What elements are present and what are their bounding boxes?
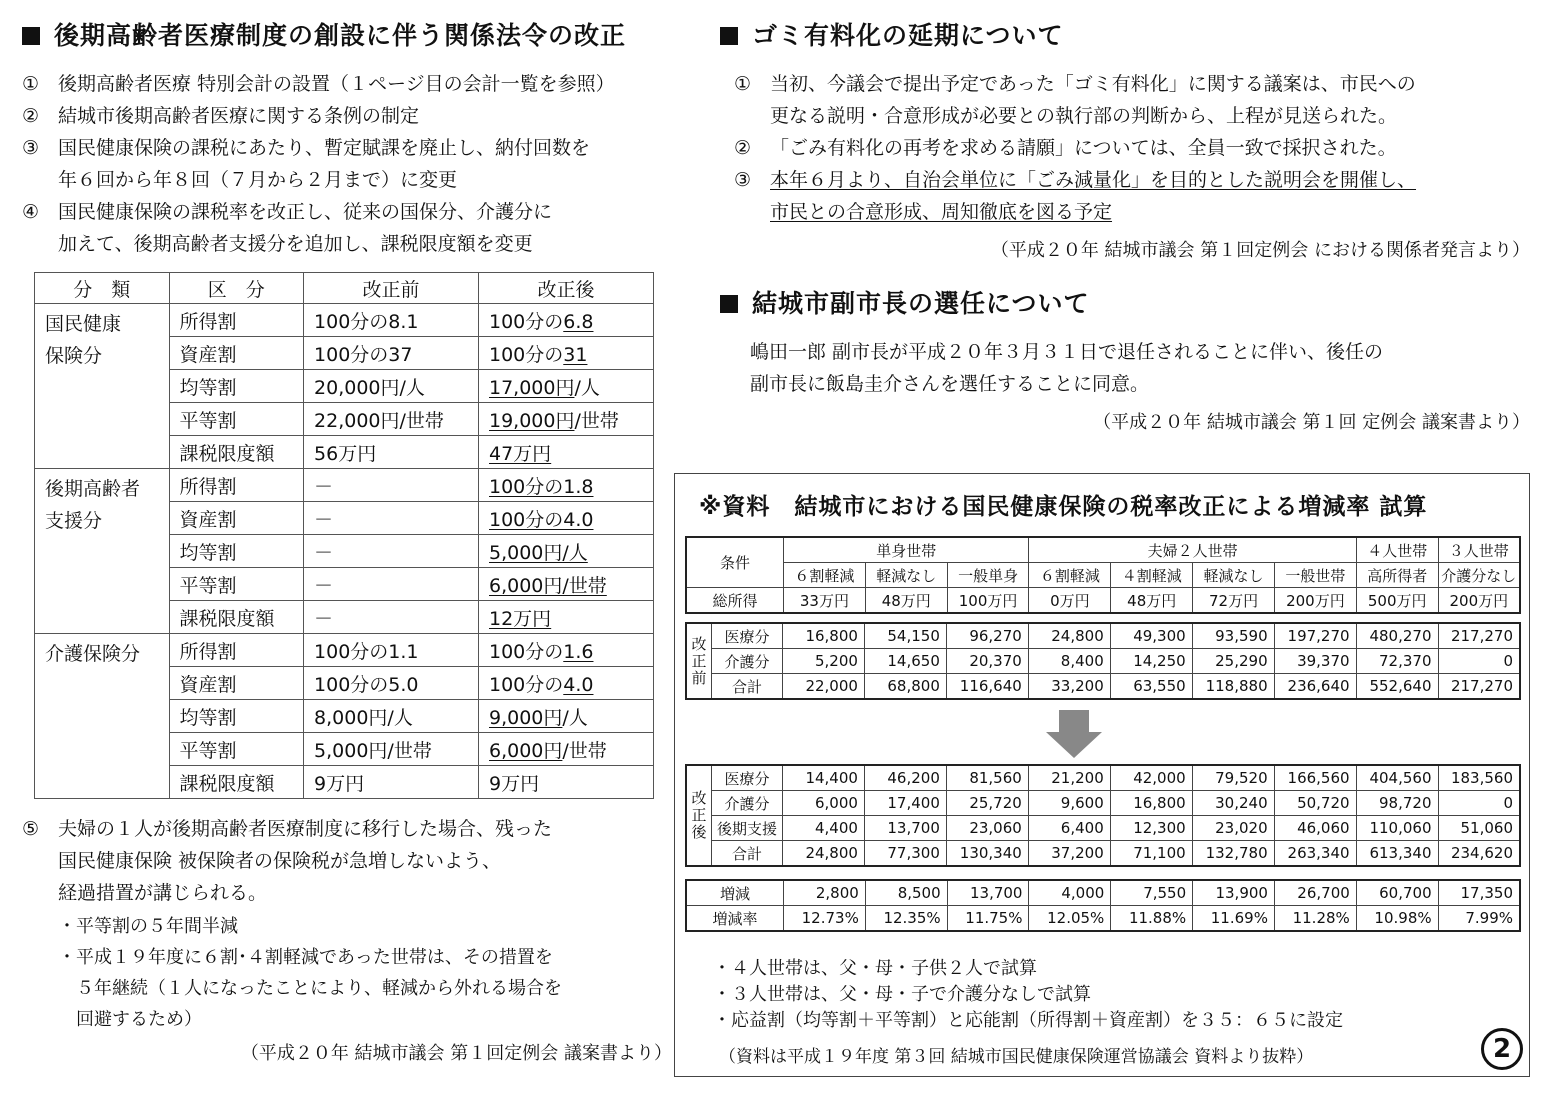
gomi-items: [720, 68, 1540, 228]
row-label: 後期支援: [712, 816, 783, 841]
value-cell: 404,560: [1356, 765, 1438, 791]
category-name: 後期高齢者: [45, 478, 141, 500]
after-changed: 100分の1.8: [489, 475, 594, 498]
before-cell: －: [304, 568, 479, 601]
item-number: ⑤: [22, 818, 40, 840]
after-cell: [479, 403, 654, 436]
value-row: [686, 791, 1520, 816]
value-cell: 118,880: [1192, 674, 1274, 700]
household-type: 一般単身: [947, 563, 1029, 588]
value-cell: 11.75%: [947, 906, 1029, 932]
fuku-line: 嶋田一郎 副市長が平成２０年３月３１日で退任されることに伴い、後任の: [750, 341, 1384, 363]
before-cell: 100分の37: [304, 337, 479, 370]
after-text: /世帯: [574, 409, 619, 432]
value-cell: 30,240: [1192, 791, 1274, 816]
after-text: 9万円: [489, 772, 540, 795]
item-line: 加えて、後期高齢者支援分を追加し、課税限度額を変更: [58, 233, 533, 255]
diff-table: [685, 879, 1521, 932]
item-line: 後期高齢者医療 特別会計の設置（１ページ目の会計一覧を参照）: [58, 73, 615, 95]
value-cell: 13,900: [1193, 880, 1275, 906]
category-name: 保険分: [45, 345, 103, 367]
after-changed: 4.0: [563, 673, 594, 696]
value-row: [686, 880, 1520, 906]
black-square-icon: [22, 27, 40, 45]
after-text: /世帯: [562, 739, 607, 762]
after-text: 100分の: [489, 640, 564, 663]
income-value: 0万円: [1029, 588, 1111, 614]
value-cell: 96,270: [946, 623, 1028, 649]
left-items: [22, 68, 672, 260]
value-row: [686, 765, 1520, 791]
value-cell: 20,370: [946, 649, 1028, 674]
kubun-cell: 資産割: [169, 502, 304, 535]
value-cell: 93,590: [1192, 623, 1274, 649]
before-cell: 56万円: [304, 436, 479, 469]
section-title-gomi: ゴミ有料化の延期について: [720, 16, 1540, 52]
value-cell: 12,300: [1110, 816, 1192, 841]
item-line: 結城市後期高齢者医療に関する条例の制定: [58, 105, 420, 127]
side-char: 正: [691, 806, 707, 824]
table-header: 改正前: [304, 273, 479, 304]
item-line: 年６回から年８回（７月から２月まで）に変更: [58, 169, 458, 191]
household-type: 介護分なし: [1438, 563, 1520, 588]
value-cell: 21,200: [1028, 765, 1110, 791]
value-cell: 130,340: [946, 841, 1028, 867]
simulation-box: [674, 473, 1530, 1077]
before-cell: 5,000円/世帯: [304, 733, 479, 766]
after-cell: [479, 568, 654, 601]
household-type: 高所得者: [1356, 563, 1438, 588]
item-number: ②: [22, 105, 40, 127]
household-group: ３人世帯: [1438, 537, 1520, 563]
income-value: 33万円: [784, 588, 866, 614]
after-cell: [479, 667, 654, 700]
value-cell: 8,400: [1028, 649, 1110, 674]
item-line: 本年６月より、自治会単位に「ごみ減量化」を目的とした説明会を開催し、: [770, 169, 1417, 191]
value-cell: 25,290: [1192, 649, 1274, 674]
kubun-cell: 所得割: [169, 634, 304, 667]
before-cell: －: [304, 502, 479, 535]
value-cell: 13,700: [864, 816, 946, 841]
value-cell: 77,300: [864, 841, 946, 867]
after-cell: [479, 469, 654, 502]
section-title-kouki: 後期高齢者医療制度の創設に伴う関係法令の改正: [22, 16, 672, 52]
side-label: [686, 623, 712, 699]
value-row: [686, 816, 1520, 841]
item-number: ②: [734, 137, 752, 159]
item-number: ③: [22, 137, 40, 159]
value-cell: 4,400: [783, 816, 865, 841]
before-table: [685, 622, 1521, 700]
after-changed: 6.8: [563, 310, 594, 333]
value-cell: 480,270: [1356, 623, 1438, 649]
item-line: 当初、今議会で提出予定であった「ゴミ有料化」に関する議案は、市民への: [770, 73, 1416, 95]
value-cell: 110,060: [1356, 816, 1438, 841]
value-cell: 79,520: [1192, 765, 1274, 791]
after-changed: 19,000円: [489, 409, 575, 432]
left-item-4: [22, 196, 672, 260]
value-row: [686, 841, 1520, 867]
value-cell: 24,800: [783, 841, 865, 867]
item-line: 経過措置が講じられる。: [58, 882, 268, 904]
value-cell: 24,800: [1028, 623, 1110, 649]
income-value: 48万円: [865, 588, 947, 614]
before-cell: －: [304, 601, 479, 634]
value-cell: 68,800: [864, 674, 946, 700]
before-cell: －: [304, 535, 479, 568]
value-cell: 49,300: [1110, 623, 1192, 649]
after-changed: 12万円: [489, 607, 552, 630]
after-text: /人: [574, 376, 600, 399]
box-notes: [713, 956, 1343, 1034]
side-char: 改: [691, 634, 707, 653]
row-label: 医療分: [712, 623, 783, 649]
value-cell: 166,560: [1274, 765, 1356, 791]
table-row: [35, 304, 654, 337]
gomi-item-2: [734, 132, 1540, 164]
group-header-row: [686, 537, 1520, 563]
value-cell: 8,500: [865, 880, 947, 906]
kubun-cell: 所得割: [169, 304, 304, 337]
value-cell: 11.69%: [1193, 906, 1275, 932]
value-cell: 12.35%: [865, 906, 947, 932]
value-cell: 183,560: [1438, 765, 1520, 791]
value-cell: 234,620: [1438, 841, 1520, 867]
gomi-item-1: [734, 68, 1540, 132]
value-cell: 51,060: [1438, 816, 1520, 841]
table-header: 分 類: [35, 273, 170, 304]
measure-line: ・平等割の５年間半減: [58, 916, 238, 937]
table-row: [35, 469, 654, 502]
income-value: 100万円: [947, 588, 1029, 614]
after-changed: 6,000円: [489, 739, 563, 762]
row-label: 合計: [712, 841, 783, 867]
kubun-cell: 課税限度額: [169, 766, 304, 799]
kubun-cell: 所得割: [169, 469, 304, 502]
left-item-3: [22, 132, 672, 196]
value-cell: 81,560: [946, 765, 1028, 791]
value-cell: 37,200: [1028, 841, 1110, 867]
value-cell: 16,800: [1110, 791, 1192, 816]
measure-line: ・平成１９年度に６割･４割軽減であった世帯は、その措置を: [58, 947, 553, 968]
item-number: ③: [734, 169, 752, 191]
value-cell: 46,060: [1274, 816, 1356, 841]
item-number: ④: [22, 201, 40, 223]
value-cell: 72,370: [1356, 649, 1438, 674]
note-line: ・応益割（均等割＋平等割）と応能割（所得割＋資産割）を３５：６５に設定: [713, 1010, 1343, 1031]
before-cell: 20,000円/人: [304, 370, 479, 403]
before-cell: 8,000円/人: [304, 700, 479, 733]
value-cell: 39,370: [1274, 649, 1356, 674]
note-line: ・３人世帯は、父・母・子で介護分なしで試算: [713, 984, 1091, 1005]
measure-line: 回避するため）: [58, 1009, 202, 1030]
item-5: [22, 813, 672, 909]
gomi-item-3: [734, 164, 1540, 228]
value-cell: 23,020: [1192, 816, 1274, 841]
value-row: [686, 649, 1520, 674]
after-changed: 17,000円: [489, 376, 575, 399]
value-cell: 10.98%: [1356, 906, 1438, 932]
value-cell: 42,000: [1110, 765, 1192, 791]
kubun-cell: 資産割: [169, 667, 304, 700]
table-header-row: [35, 273, 654, 304]
value-cell: 2,800: [784, 880, 866, 906]
kubun-cell: 課税限度額: [169, 436, 304, 469]
value-cell: 16,800: [783, 623, 865, 649]
value-cell: 4,000: [1029, 880, 1111, 906]
value-cell: 7.99%: [1438, 906, 1520, 932]
subhead-row: [686, 563, 1520, 588]
box-source: （資料は平成１９年度 第３回 結城市国民健康保険運営協議会 資料より抜粋）: [719, 1047, 1314, 1067]
item-line: 国民健康保険の課税にあたり、暫定賦課を廃止し、納付回数を: [58, 137, 591, 159]
after-cell: [479, 304, 654, 337]
value-cell: 12.05%: [1029, 906, 1111, 932]
value-cell: 33,200: [1028, 674, 1110, 700]
before-cell: 22,000円/世帯: [304, 403, 479, 436]
value-cell: 23,060: [946, 816, 1028, 841]
value-row: [686, 674, 1520, 700]
value-cell: 11.88%: [1111, 906, 1193, 932]
value-cell: 6,400: [1028, 816, 1110, 841]
household-group: ４人世帯: [1356, 537, 1438, 563]
after-cell: [479, 535, 654, 568]
value-cell: 263,340: [1274, 841, 1356, 867]
note-line: ・４人世帯は、父・母・子供２人で試算: [713, 958, 1037, 979]
after-cell: [479, 766, 654, 799]
item-line: 「ごみ有料化の再考を求める請願」については、全員一致で採択された。: [770, 137, 1397, 159]
fuku-line: 副市長に飯島圭介さんを選任することに同意。: [750, 373, 1150, 395]
left-column: [22, 10, 672, 1065]
gomi-source: （平成２０年 結城市議会 第１回定例会 における関係者発言より）: [990, 240, 1530, 261]
value-cell: 50,720: [1274, 791, 1356, 816]
kubun-cell: 均等割: [169, 370, 304, 403]
household-type: ６割軽減: [1029, 563, 1111, 588]
after-text: 100分の: [489, 310, 564, 333]
after-text: /人: [562, 706, 588, 729]
after-changed: 31: [563, 343, 588, 366]
measures-list: [22, 911, 672, 1035]
after-text: 100分の: [489, 343, 564, 366]
household-type: 軽減なし: [1193, 563, 1275, 588]
value-cell: 9,600: [1028, 791, 1110, 816]
category-name: 国民健康: [45, 313, 122, 335]
value-cell: 98,720: [1356, 791, 1438, 816]
value-cell: 13,700: [947, 880, 1029, 906]
table-header: 改正後: [479, 273, 654, 304]
row-label: 増減率: [686, 906, 784, 932]
after-cell: [479, 634, 654, 667]
side-char: 正: [691, 651, 707, 670]
after-changed: 5,000円/人: [489, 541, 588, 564]
value-cell: 46,200: [864, 765, 946, 791]
item-line: 国民健康保険の課税率を改正し、従来の国保分、介護分に: [58, 201, 553, 223]
row-label: 合計: [712, 674, 783, 700]
income-value: 72万円: [1193, 588, 1275, 614]
row-label: 介護分: [712, 649, 783, 674]
household-type: 一般世帯: [1274, 563, 1356, 588]
value-cell: 63,550: [1110, 674, 1192, 700]
condition-label: 条件: [686, 537, 784, 588]
item-line: 国民健康保険 被保険者の保険税が急増しないよう、: [58, 850, 502, 872]
before-cell: 9万円: [304, 766, 479, 799]
income-label: 総所得: [686, 588, 784, 614]
item-number: ①: [22, 73, 40, 95]
after-cell: [479, 502, 654, 535]
value-cell: 12.73%: [784, 906, 866, 932]
value-cell: 17,350: [1438, 880, 1520, 906]
after-text: 100分の: [489, 673, 564, 696]
kubun-cell: 課税限度額: [169, 601, 304, 634]
category-cell: [35, 634, 170, 799]
after-cell: [479, 700, 654, 733]
before-cell: 100分の8.1: [304, 304, 479, 337]
box-title: ※資料 結城市における国民健康保険の税率改正による増減率 試算: [699, 494, 1428, 520]
page-number: 2: [1481, 1028, 1523, 1070]
income-value: 200万円: [1438, 588, 1520, 614]
left-item-1: [22, 68, 672, 100]
item-line: 更なる説明・合意形成が必要との執行部の判断から、上程が見送られた。: [770, 105, 1398, 127]
fuku-source: （平成２０年 結城市議会 第１回 定例会 議案書より）: [1093, 412, 1530, 433]
income-row: [686, 588, 1520, 614]
value-cell: 54,150: [864, 623, 946, 649]
side-char: 後: [691, 823, 707, 841]
item-line: 夫婦の１人が後期高齢者医療制度に移行した場合、残った: [58, 818, 553, 840]
before-cell: 100分の5.0: [304, 667, 479, 700]
household-type: ４割軽減: [1111, 563, 1193, 588]
after-table: [685, 764, 1521, 867]
after-changed: 47万円: [489, 442, 552, 465]
item-line: 市民との合意形成、周知徹底を図る予定: [770, 201, 1113, 223]
row-label: 増減: [686, 880, 784, 906]
after-cell: [479, 370, 654, 403]
household-type: 軽減なし: [865, 563, 947, 588]
household-group: 夫婦２人世帯: [1029, 537, 1356, 563]
value-cell: 14,250: [1110, 649, 1192, 674]
value-cell: 71,100: [1110, 841, 1192, 867]
side-char: 改: [691, 789, 707, 807]
tax-rate-table: [34, 272, 654, 799]
row-label: 介護分: [712, 791, 783, 816]
right-column: [720, 10, 1540, 434]
value-cell: 6,000: [783, 791, 865, 816]
kubun-cell: 均等割: [169, 535, 304, 568]
after-cell: [479, 601, 654, 634]
value-cell: 116,640: [946, 674, 1028, 700]
kubun-cell: 均等割: [169, 700, 304, 733]
after-cell: [479, 436, 654, 469]
value-cell: 217,270: [1438, 674, 1520, 700]
value-cell: 7,550: [1111, 880, 1193, 906]
kubun-cell: 平等割: [169, 403, 304, 436]
value-cell: 11.28%: [1274, 906, 1356, 932]
household-group: 単身世帯: [784, 537, 1029, 563]
income-value: 48万円: [1111, 588, 1193, 614]
value-cell: 217,270: [1438, 623, 1520, 649]
value-cell: 14,650: [864, 649, 946, 674]
black-square-icon: [720, 27, 738, 45]
black-square-icon: [720, 295, 738, 313]
measure-line: ５年継続（１人になったことにより、軽減から外れる場合を: [58, 978, 562, 999]
row-label: 医療分: [712, 765, 783, 791]
value-cell: 22,000: [783, 674, 865, 700]
before-cell: 100分の1.1: [304, 634, 479, 667]
value-cell: 60,700: [1356, 880, 1438, 906]
left-source: （平成２０年 結城市議会 第１回定例会 議案書より）: [240, 1043, 672, 1064]
fuku-text: [720, 336, 1540, 400]
value-cell: 236,640: [1274, 674, 1356, 700]
category-cell: [35, 469, 170, 634]
side-label: [686, 765, 712, 866]
kubun-cell: 平等割: [169, 568, 304, 601]
after-changed: 9,000円: [489, 706, 563, 729]
value-cell: 14,400: [783, 765, 865, 791]
side-char: 前: [691, 668, 707, 687]
kubun-cell: 資産割: [169, 337, 304, 370]
left-item-2: [22, 100, 672, 132]
section-title-fuku: 結城市副市長の選任について: [720, 284, 1540, 320]
value-cell: 0: [1438, 649, 1520, 674]
left-item-5: [22, 813, 672, 909]
before-cell: －: [304, 469, 479, 502]
value-row: [686, 906, 1520, 932]
after-cell: [479, 337, 654, 370]
value-row: [686, 623, 1520, 649]
conditions-table: [685, 536, 1521, 614]
value-cell: 197,270: [1274, 623, 1356, 649]
table-row: [35, 634, 654, 667]
value-cell: 17,400: [864, 791, 946, 816]
value-cell: 132,780: [1192, 841, 1274, 867]
household-type: ６割軽減: [784, 563, 866, 588]
category-name: 介護保険分: [45, 643, 141, 665]
income-value: 500万円: [1356, 588, 1438, 614]
kubun-cell: 平等割: [169, 733, 304, 766]
value-cell: 552,640: [1356, 674, 1438, 700]
after-cell: [479, 733, 654, 766]
value-cell: 5,200: [783, 649, 865, 674]
after-changed: 6,000円/世帯: [489, 574, 607, 597]
category-cell: [35, 304, 170, 469]
value-cell: 0: [1438, 791, 1520, 816]
income-value: 200万円: [1274, 588, 1356, 614]
value-cell: 26,700: [1274, 880, 1356, 906]
after-changed: 1.6: [563, 640, 594, 663]
value-cell: 613,340: [1356, 841, 1438, 867]
category-name: 支援分: [45, 510, 103, 532]
value-cell: 25,720: [946, 791, 1028, 816]
after-changed: 100分の4.0: [489, 508, 594, 531]
item-number: ①: [734, 73, 752, 95]
table-header: 区 分: [169, 273, 304, 304]
